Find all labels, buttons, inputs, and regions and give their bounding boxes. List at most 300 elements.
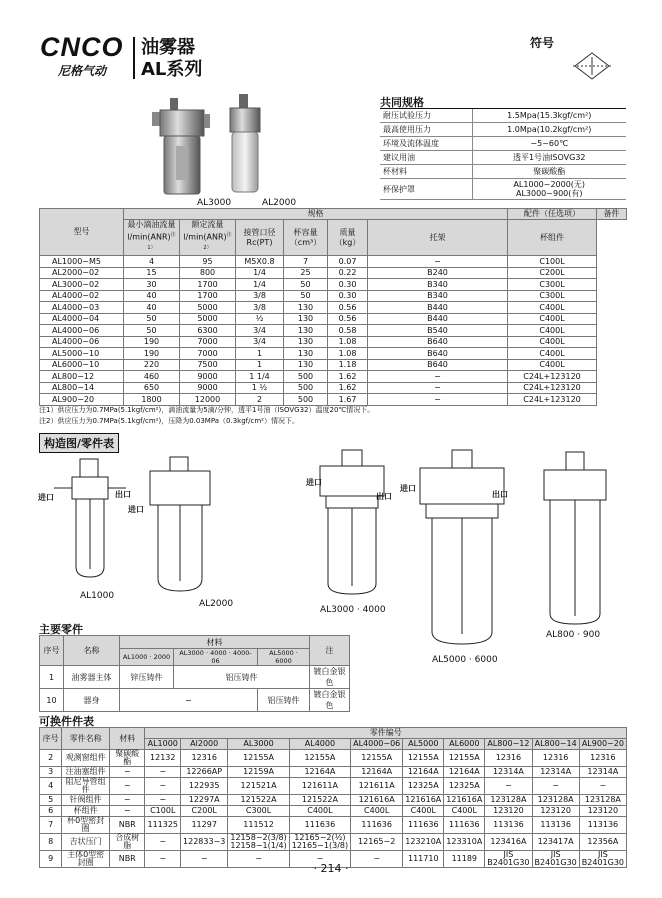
spec-value-line2: AL3000~900(有) [515,189,583,198]
table-cell: 40 [124,290,180,302]
cell-part-code: 12155A [444,750,485,767]
table-cell: B640 [368,359,508,371]
spec-value: 1.0Mpa(10.2kgf/cm²) [472,123,626,137]
cell-part-code: − [289,851,350,868]
header-note: 注 [310,636,350,666]
cell-part-code: − [228,851,289,868]
table-cell: 1 1/4 [236,371,284,383]
outlet-label: 出口 [492,490,508,499]
cell-no: 8 [40,834,62,851]
table-cell: 1/4 [236,267,284,279]
cell-part-code: 111636 [403,817,444,834]
table-cell: 0.22 [328,267,368,279]
table-row [40,256,627,268]
table-cell: 1 [236,348,284,360]
cell-part-code: 123120 [579,806,626,817]
table-cell: 3/8 [236,302,284,314]
table-cell: 0.30 [328,279,368,291]
table-cell: 12000 [180,394,236,406]
table-cell: B240 [368,267,508,279]
cell-part-code: 12165−2(½) 12165−1(3/8) [289,834,350,851]
cell-part-code: 12158−2(3/8) 12158−1(1/4) [228,834,289,851]
table-cell: 0.07 [328,256,368,268]
header-model: AL800−12 [485,739,532,750]
header-model: 型号 [40,209,124,256]
cell-part-code: 121616A [444,795,485,806]
cell-part-code: 111512 [228,817,289,834]
table-cell: 500 [284,382,328,394]
cell-part-code: JIS B2401G30 [532,851,579,868]
cell-part-code: 12164A [351,767,403,778]
table-cell: 190 [124,348,180,360]
caption-al800-900: AL800 · 900 [546,630,601,640]
table-cell: 130 [284,359,328,371]
cell-part-code: 121522A [289,795,350,806]
table-cell: C400L [508,325,597,337]
table-row [40,371,627,383]
caption-al2000: AL2000 [199,599,234,609]
cell-part-code: 113136 [532,817,579,834]
cell-part-code: − [579,778,626,795]
table-cell: 1/4 [236,279,284,291]
cell-part-code: 12266AP [181,767,228,778]
cell-part-code: 122935 [181,778,228,795]
cell-model: AL900−20 [40,394,124,406]
cell-part-code: C300L [228,806,289,817]
table-cell: C100L [508,256,597,268]
header-model: AL4000 [289,739,350,750]
table-cell: C200L [508,267,597,279]
cell-model: AL800−12 [40,371,124,383]
product-photo [152,90,324,200]
table-cell: 5000 [180,302,236,314]
cell-part-code: 12164A [444,767,485,778]
cell-part-code: C400L [403,806,444,817]
header-part-name: 零件名称 [62,728,110,750]
al3000-4000-drawing [312,448,392,598]
cell-part-code: 12297A [181,795,228,806]
cell-part-code: 12165−2 [351,834,403,851]
table-row [40,689,350,712]
cell-part-code: 12164A [403,767,444,778]
cell-part-code: 12316 [532,750,579,767]
spec-value [472,179,626,200]
table-row [40,302,627,314]
replaceable-table-body [40,750,627,868]
cell-part-code: 12356A [579,834,626,851]
cell-part-code: 113136 [579,817,626,834]
cell-name: 油雾器主体 [64,666,120,689]
cell-part-code: 111636 [351,817,403,834]
common-spec-table [380,108,626,200]
cell-part-code: JIS B2401G30 [579,851,626,868]
symbol-label: 符号 [530,36,555,50]
inlet-label: 进口 [38,493,54,502]
cell-part-code: − [181,851,228,868]
spec-key: 建议用油 [380,151,472,165]
main-parts-title: 主要零件 [39,623,83,636]
cell-part-code: − [145,795,181,806]
cell-part-code: 11297 [181,817,228,834]
table-cell: C400L [508,336,597,348]
page-title-line2: AL系列 [141,59,203,80]
table-cell: 220 [124,359,180,371]
table-row [40,382,627,394]
table-cell: 130 [284,348,328,360]
table-cell: 6300 [180,325,236,337]
cell-part-code: 123120 [532,806,579,817]
spec-value: 1.5Mpa(15.3kgf/cm²) [472,109,626,123]
spec-row [380,165,626,179]
al5000-6000-drawing [410,448,514,648]
table-cell: 25 [284,267,328,279]
cell-no: 10 [40,689,64,712]
cell-model: AL4000−04 [40,313,124,325]
cell-part-code: 122833−3 [181,834,228,851]
spec-row [380,109,626,123]
cell-model: AL4000−06 [40,325,124,337]
table-row [40,394,627,406]
cell-part-code: 12316 [579,750,626,767]
page-title [141,37,202,81]
cell-material: NBR [109,851,145,868]
table-cell: B540 [368,325,508,337]
cell-note: 镀白金银色 [310,689,350,712]
brand-subtitle: 尼格气动 [58,64,107,78]
header-name: 名称 [64,636,120,666]
table-cell: C400L [508,348,597,360]
cell-part-code: − [351,851,403,868]
cell-part-name: 观测窗组件 [62,750,110,767]
cell-part-code: 12325A [403,778,444,795]
note-1: 注1）供应压力为0.7MPa(5.1kgf/cm²)，滴油流量为5滴/分钟，透平1号油（ISOVG32）温度20℃情况下。 [39,406,375,414]
inlet-label: 进口 [400,484,416,493]
table-cell: 3/4 [236,325,284,337]
table-cell: − [368,394,508,406]
cell-model: AL5000−10 [40,348,124,360]
table-cell: 1.08 [328,348,368,360]
photo-caption-al3000: AL3000 [197,198,232,208]
spec-key: 杯材料 [380,165,472,179]
cell-model: AL4000−02 [40,290,124,302]
table-cell: 1.18 [328,359,368,371]
table-cell: 30 [124,279,180,291]
header-weight: 质量 （kg） [328,220,368,256]
replaceable-title: 可换件件表 [39,715,94,728]
cell-part-code: C400L [444,806,485,817]
table-cell: 0.30 [328,290,368,302]
cell-no: 2 [40,750,62,767]
table-cell: − [368,382,508,394]
caption-al5000-6000: AL5000 · 6000 [432,655,498,665]
cell-part-code: 123417A [532,834,579,851]
cell-part-code: 12132 [145,750,181,767]
cell-no: 9 [40,851,62,868]
cell-part-code: 121611A [351,778,403,795]
table-cell: C300L [508,290,597,302]
table-cell: 0.58 [328,325,368,337]
table-cell: 7000 [180,336,236,348]
cell-part-code: C400L [289,806,350,817]
cell-part-code: 123128A [485,795,532,806]
cell-material: 铝压铸件 [174,666,310,689]
table-cell: 500 [284,371,328,383]
lubricator-symbol-icon [573,51,611,81]
table-cell: 7500 [180,359,236,371]
table-cell: B340 [368,279,508,291]
cell-part-code: 123128A [579,795,626,806]
table-cell: C300L [508,279,597,291]
main-parts-table [39,635,350,712]
table-cell: 7 [284,256,328,268]
page-number: · 214 · [313,862,349,875]
inlet-label: 进口 [128,505,144,514]
cell-part-code: 12164A [289,767,350,778]
table-cell: 1 ½ [236,382,284,394]
cell-no: 5 [40,795,62,806]
page-title-line1: 油雾器 [141,37,195,58]
caption-al3000-4000: AL3000 · 4000 [320,605,386,615]
cell-part-code: 12314A [579,767,626,778]
table-cell: − [368,371,508,383]
cell-no: 6 [40,806,62,817]
cell-model: AL1000−M5 [40,256,124,268]
cell-part-code: 12155A [228,750,289,767]
cell-part-code: 121522A [228,795,289,806]
table-cell: C24L+123120 [508,382,597,394]
table-cell: 9000 [180,382,236,394]
brand-divider [133,37,135,79]
table-cell: 1.62 [328,371,368,383]
cell-model: AL6000−10 [40,359,124,371]
outlet-label: 出口 [376,492,392,501]
header-rated-flow: 额定流量 l/min(ANR)$^{注2)}$ [180,220,236,256]
spec-key: 杯保护罩 [380,179,472,200]
cell-material: 铝压铸件 [258,689,310,712]
spec-row [380,137,626,151]
table-cell: 7000 [180,348,236,360]
header-bowl-capacity: 杯容量 （cm³） [284,220,328,256]
structure-heading: 构造图/零件表 [39,433,119,453]
header-model: Al2000 [181,739,228,750]
spec-row [380,151,626,165]
table-row [40,806,627,817]
cell-part-code: C400L [351,806,403,817]
cell-part-name: 吉状压门 [62,834,110,851]
cell-part-code: 12159A [228,767,289,778]
cell-part-code: 12316 [485,750,532,767]
spec-value: 聚碳酸酯 [472,165,626,179]
spec-value: −5~60℃ [472,137,626,151]
header-min-drip-flow: 最小滴油流量 l/min(ANR)$^{注1)}$ [124,220,180,256]
table-cell: M5X0.8 [236,256,284,268]
common-spec-title: 共同规格 [380,96,424,109]
cell-part-code: 121616A [403,795,444,806]
spec-key: 最高使用压力 [380,123,472,137]
table-cell: 5000 [180,313,236,325]
table-cell: B440 [368,302,508,314]
table-cell: 650 [124,382,180,394]
header-model: AL6000 [444,739,485,750]
table-row [40,279,627,291]
table-row [40,313,627,325]
table-cell: B640 [368,348,508,360]
table-row [40,336,627,348]
cell-part-code: 12316 [181,750,228,767]
cell-part-code: 12314A [485,767,532,778]
table-cell: 50 [124,313,180,325]
table-cell: C400L [508,302,597,314]
header-spare: 备件 [597,209,627,220]
header-port-size: 接管口径 Rc(PT) [236,220,284,256]
table-cell: 50 [284,290,328,302]
inlet-label: 进口 [306,478,322,487]
cell-part-name: 针阀组件 [62,795,110,806]
table-row [40,666,350,689]
table-cell: 1.08 [328,336,368,348]
cell-part-code: 123310A [444,834,485,851]
cell-part-code: − [145,778,181,795]
table-cell: 1.62 [328,382,368,394]
table-row [40,359,627,371]
header-model: AL5000 [403,739,444,750]
cell-material: 锌压铸件 [120,666,174,689]
spec-key: 环境及流体温度 [380,137,472,151]
header-material: 材料 [120,636,310,649]
cell-material: − [120,689,258,712]
table-row [40,767,627,778]
photo-caption-al2000: AL2000 [262,198,297,208]
table-cell: C400L [508,313,597,325]
cell-part-code: − [532,778,579,795]
spec-value: 透平1号油ISOVG32 [472,151,626,165]
cell-no: 4 [40,778,62,795]
cell-part-code: C100L [145,806,181,817]
table-cell: 0.56 [328,313,368,325]
cell-part-code: 121616A [351,795,403,806]
replaceable-table [39,727,627,868]
cell-part-code: 113136 [485,817,532,834]
table-cell: B640 [368,336,508,348]
cell-model: AL2000−02 [40,267,124,279]
cell-material: 合成树脂 [109,834,145,851]
cell-part-code: 11189 [444,851,485,868]
cell-part-name: 阻尼导管组件 [62,778,110,795]
header-part-code: 零件编号 [145,728,627,739]
table-row [40,290,627,302]
cell-model: AL3000−02 [40,279,124,291]
cell-material: − [109,806,145,817]
cell-name: 器身 [64,689,120,712]
cell-no: 1 [40,666,64,689]
cell-part-name: 注油塞组件 [62,767,110,778]
cell-model: AL4000−06 [40,336,124,348]
header-model: AL1000 [145,739,181,750]
table-cell: 130 [284,325,328,337]
table-cell: C400L [508,359,597,371]
table-cell: 500 [284,394,328,406]
al2000-drawing [140,455,220,595]
table-cell: 40 [124,302,180,314]
table-row [40,267,627,279]
header-spec: 规格 [124,209,508,220]
cell-model: AL4000−03 [40,302,124,314]
cell-part-code: 12155A [351,750,403,767]
note-2: 注2）供应压力为0.7MPa(5.1kgf/cm²)，压降为0.03MPa（0.3kgf/cm²）情况下。 [39,417,299,425]
table-cell: 4 [124,256,180,268]
cell-part-name: 杯0型密封圈 [62,817,110,834]
table-cell: 1700 [180,279,236,291]
table-cell: 1800 [124,394,180,406]
cell-part-code: − [145,851,181,868]
cell-part-code: 121611A [289,778,350,795]
header-bracket: 托架 [368,220,508,256]
header-model: AL900−20 [579,739,626,750]
cell-note: 镀白金银色 [310,666,350,689]
cell-part-code: 111636 [289,817,350,834]
table-cell: 130 [284,336,328,348]
cell-no: 3 [40,767,62,778]
header-al3000-4000: AL3000 · 4000 · 4000-06 [174,649,258,666]
cell-part-name: 主体0型密封圈 [62,851,110,868]
cell-part-code: C200L [181,806,228,817]
table-cell: 800 [180,267,236,279]
table-cell: 9000 [180,371,236,383]
al800-900-drawing [528,448,622,628]
cell-part-code: 12314A [532,767,579,778]
header-accessory: 配件（任选项） [508,209,597,220]
caption-al1000: AL1000 [80,591,115,601]
cell-material: − [109,795,145,806]
table-cell: ½ [236,313,284,325]
cell-material: 聚碳酸酯 [109,750,145,767]
brand-logo: CNCO [40,32,124,62]
cell-part-code: 121521A [228,778,289,795]
table-cell: 50 [284,279,328,291]
spec-row [380,123,626,137]
table-cell: 190 [124,336,180,348]
cell-part-code: 12155A [403,750,444,767]
spec-table [39,208,627,406]
table-cell: 130 [284,302,328,314]
cell-part-code: 12155A [289,750,350,767]
table-cell: 2 [236,394,284,406]
header-no: 序号 [40,636,64,666]
table-cell: 95 [180,256,236,268]
header-al1000-2000: AL1000 · 2000 [120,649,174,666]
table-cell: 50 [124,325,180,337]
header-model: AL800−14 [532,739,579,750]
cell-part-code: 111710 [403,851,444,868]
table-cell: 1 [236,359,284,371]
table-cell: 3/8 [236,290,284,302]
table-cell: B340 [368,290,508,302]
table-row [40,750,627,767]
outlet-label: 出口 [115,490,131,499]
cell-part-code: JIS B2401G30 [485,851,532,868]
cell-part-code: − [485,778,532,795]
table-cell: C24L+123120 [508,394,597,406]
header-bowl-assembly: 杯组件 [508,220,597,256]
table-row [40,834,627,851]
header-material: 材料 [109,728,145,750]
table-cell: B440 [368,313,508,325]
al1000-drawing [50,455,130,585]
cell-material: − [109,767,145,778]
spec-table-body [40,256,627,406]
table-cell: 130 [284,313,328,325]
table-row [40,817,627,834]
